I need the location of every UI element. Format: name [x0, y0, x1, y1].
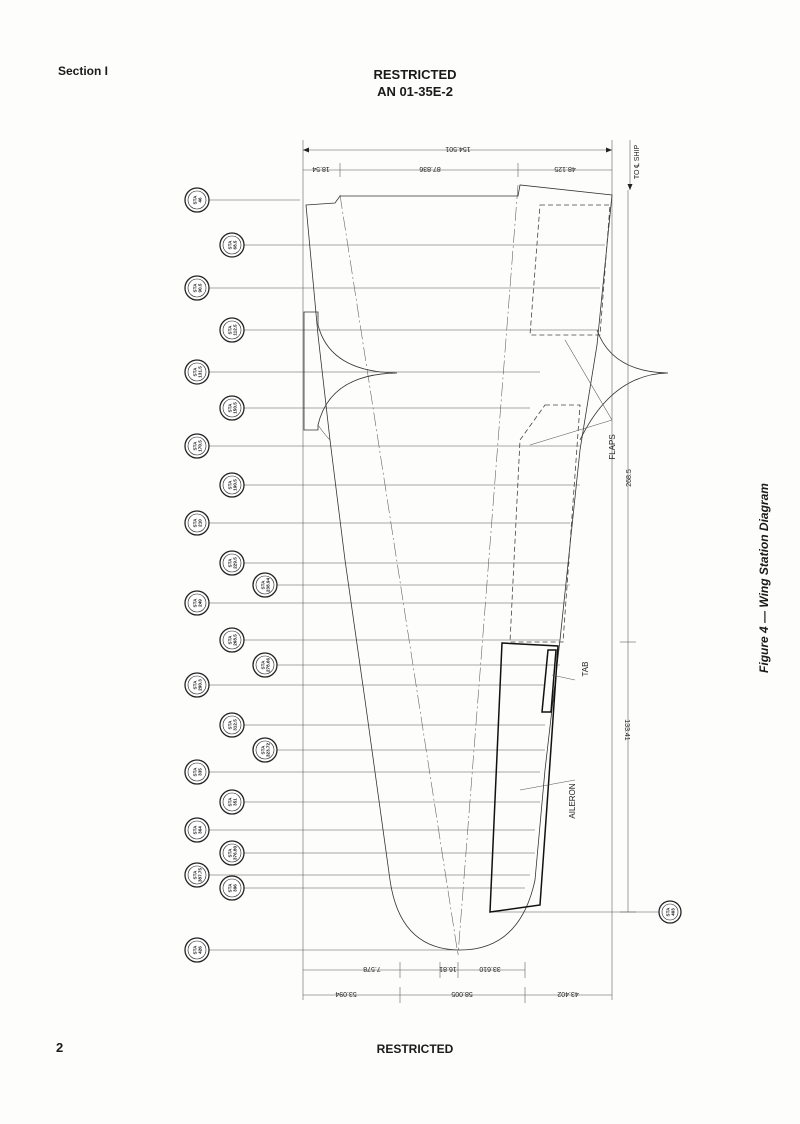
tab-label: TAB: [581, 661, 590, 677]
station-bubble-403: [659, 901, 681, 923]
station-bubble-323-72: [253, 738, 277, 762]
station-label: STA290.3: [192, 679, 203, 691]
station-label: STA68.5: [227, 240, 238, 250]
station-label: STA131.5: [192, 366, 203, 378]
page-number: 2: [56, 1040, 64, 1055]
station-label: STA335: [192, 767, 203, 777]
station-bubble-170-5: [185, 434, 209, 458]
top-dimension-chain: [303, 140, 641, 190]
station-bubble-46: [185, 188, 209, 212]
station-bubble-190-5: [220, 473, 244, 497]
top-dimension-left: 18.54: [312, 165, 330, 172]
station-label: STA323.72: [260, 742, 271, 758]
station-label: STA312.5: [227, 719, 238, 731]
to-ship-label: TO ℄ SHIP: [634, 144, 641, 180]
flaps-outline: [510, 205, 610, 642]
top-dimension-middle: 87.836: [419, 165, 441, 172]
station-label: STA268.5: [227, 634, 238, 646]
station-label: STA403: [665, 907, 676, 917]
station-label: STA150.5: [227, 402, 238, 414]
station-label: STA278.66: [260, 657, 271, 673]
overall-span-dimension: 154.501: [445, 145, 471, 152]
station-bubble-278-66: [253, 653, 277, 677]
station-label: STA351: [227, 797, 238, 807]
station-label: STA46: [192, 195, 203, 205]
figure-caption: Figure 4 — Wing Station Diagram: [757, 483, 771, 673]
station-label: STA387.75: [192, 867, 203, 883]
station-label: STA210: [192, 518, 203, 528]
station-lines: [185, 188, 681, 962]
station-label: STA90.5: [192, 283, 203, 293]
restricted-marking-bottom: RESTRICTED: [376, 1042, 454, 1056]
wing-center-line-left: [340, 195, 458, 955]
station-bubble-238-94: [253, 573, 277, 597]
flaps-label: FLAPS: [608, 434, 617, 460]
station-bubble-229-5: [220, 551, 244, 575]
station-bubble-210: [185, 511, 209, 535]
station-bubble-364: [185, 818, 209, 842]
bottom-dimension-6: 43.402: [557, 990, 579, 997]
station-label: STA376.80: [227, 845, 238, 861]
station-label: STA190.5: [227, 479, 238, 491]
station-bubble-387-75: [185, 863, 209, 887]
aileron-label: AILERON: [568, 783, 577, 819]
station-bubble-376-8: [220, 841, 244, 865]
bottom-dimension-4: 53.094: [335, 990, 357, 997]
station-label: STA170.5: [192, 440, 203, 452]
station-bubble-131-5: [185, 360, 209, 384]
station-bubble-290-3: [185, 673, 209, 697]
station-label: STA426: [192, 945, 203, 955]
station-bubble-249: [185, 591, 209, 615]
station-bubble-312-5: [220, 713, 244, 737]
restricted-marking-top: RESTRICTED: [373, 67, 457, 82]
station-bubble-90-5: [185, 276, 209, 300]
station-bubble-335: [185, 760, 209, 784]
bottom-dimension-2: 16.81: [439, 965, 457, 972]
flaps-callout: [530, 340, 617, 460]
document-number: AN 01-35E-2: [377, 84, 453, 99]
wing-center-line-right: [458, 185, 518, 955]
station-label: STA364: [192, 825, 203, 835]
side-dimension-chain: [620, 190, 636, 912]
bottom-dimension-3: 33.610: [479, 965, 501, 972]
bottom-dimension-1: 7.578: [363, 965, 381, 972]
station-bubble-426: [185, 938, 209, 962]
aileron-outline: [490, 643, 558, 912]
station-bubble-351: [220, 790, 244, 814]
tab-callout: [552, 662, 590, 680]
wing-outline: [304, 185, 668, 950]
station-label: STA396: [227, 883, 238, 893]
station-bubble-112-5: [220, 318, 244, 342]
station-bubble-268-5: [220, 628, 244, 652]
lower-span-dimension: 133.41: [623, 719, 630, 741]
bottom-dimension-chain: [303, 962, 612, 1003]
top-dimension-right: 48.125: [554, 165, 576, 172]
station-label: STA249: [192, 598, 203, 608]
station-label: STA112.5: [227, 324, 238, 336]
section-label: Section I: [58, 64, 109, 78]
upper-span-dimension: 268.5: [626, 469, 633, 487]
station-bubble-150-5: [220, 396, 244, 420]
bottom-dimension-5: 58.005: [451, 990, 473, 997]
station-label: STA238.94: [260, 577, 271, 593]
station-bubble-396: [220, 876, 244, 900]
station-bubble-68-5: [220, 233, 244, 257]
station-label: STA229.5: [227, 557, 238, 569]
